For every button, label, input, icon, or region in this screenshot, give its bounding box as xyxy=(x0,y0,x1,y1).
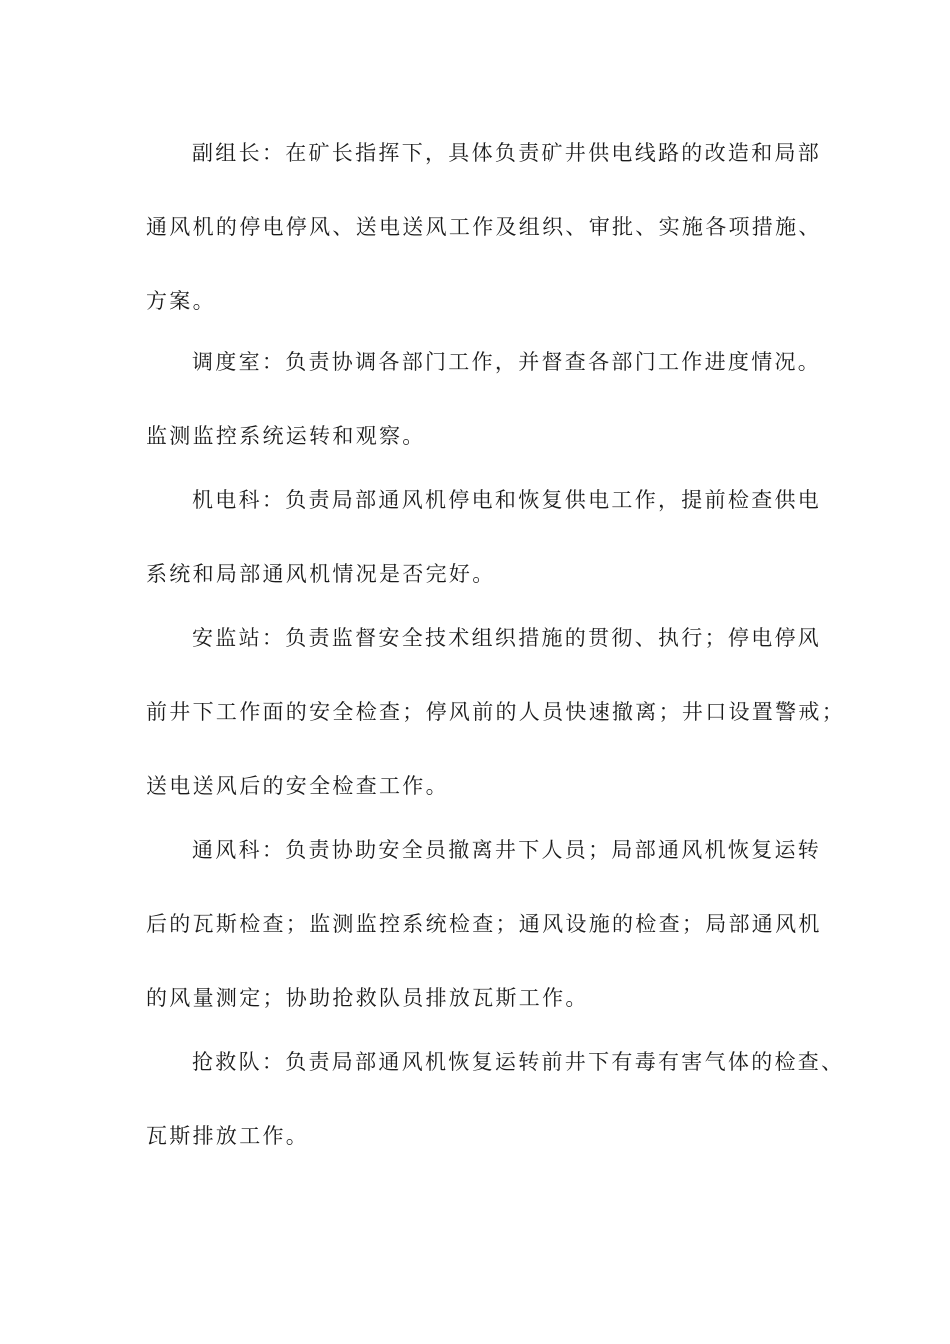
text-line: 后的瓦斯检查；监测监控系统检查；通风设施的检查；局部通风机 xyxy=(146,912,822,936)
text-line: 的风量测定；协助抢救队员排放瓦斯工作。 xyxy=(146,986,589,1010)
text-line: 通风机的停电停风、送电送风工作及组织、审批、实施各项措施、 xyxy=(146,215,822,239)
text-line: 送电送风后的安全检查工作。 xyxy=(146,774,449,798)
text-line: 瓦斯排放工作。 xyxy=(146,1124,310,1148)
text-line: 系统和局部通风机情况是否完好。 xyxy=(146,562,496,586)
text-line: 机电科：负责局部通风机停电和恢复供电工作，提前检查供电 xyxy=(192,488,822,512)
text-line: 抢救队：负责局部通风机恢复运转前井下有毒有害气体的检查、 xyxy=(192,1050,845,1074)
text-line: 方案。 xyxy=(146,289,216,313)
text-line: 监测监控系统运转和观察。 xyxy=(146,424,426,448)
text-line: 调度室：负责协调各部门工作，并督查各部门工作进度情况。 xyxy=(192,350,822,374)
text-line: 安监站：负责监督安全技术组织措施的贯彻、执行；停电停风 xyxy=(192,626,822,650)
text-line: 前井下工作面的安全检查；停风前的人员快速撤离；井口设置警戒； xyxy=(146,700,845,724)
text-line: 副组长：在矿长指挥下，具体负责矿井供电线路的改造和局部 xyxy=(192,141,822,165)
text-line: 通风科：负责协助安全员撤离井下人员；局部通风机恢复运转 xyxy=(192,838,822,862)
